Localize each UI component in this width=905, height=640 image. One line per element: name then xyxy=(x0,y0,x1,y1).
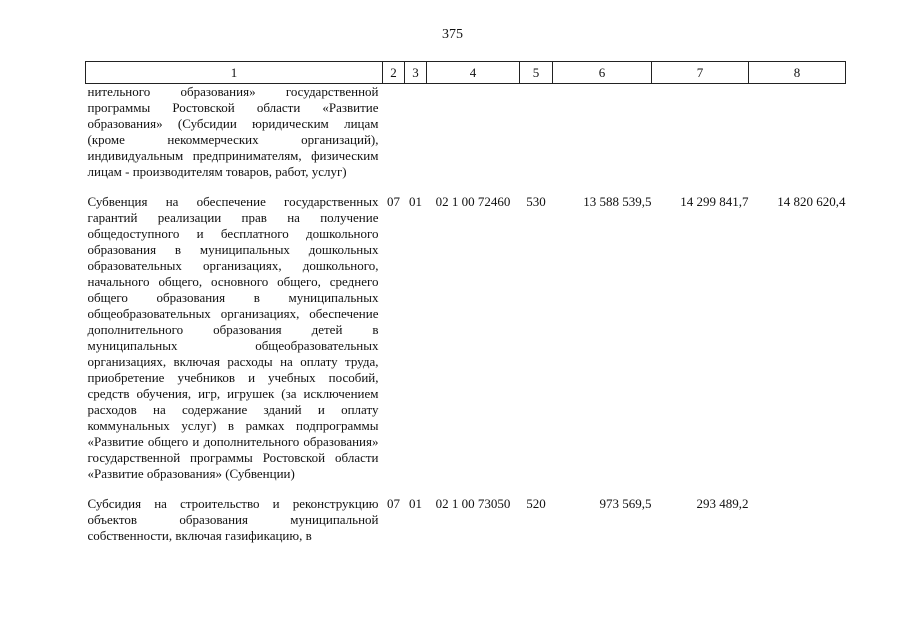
row-expense-type: 530 xyxy=(526,194,546,209)
row-amount-year-3 xyxy=(749,84,846,195)
row-amount-year-2 xyxy=(652,84,749,195)
row-expense-type: 520 xyxy=(526,496,546,511)
column-header-6: 6 xyxy=(553,62,652,84)
budget-table xyxy=(85,61,846,544)
row-section-code: 07 xyxy=(387,496,400,511)
row-expense-type xyxy=(520,84,553,195)
row-subsection-code: 01 xyxy=(409,194,422,209)
row-amount-year-3 xyxy=(749,496,846,544)
row-target-article xyxy=(427,84,520,195)
column-header-8: 8 xyxy=(749,62,846,84)
row-description: Субсидия на строительство и реконструкцию объектов образования муниципальной собственности, включая газификацию, в xyxy=(87,496,379,543)
row-target-article: 02 1 00 73050 xyxy=(435,496,511,511)
table-row xyxy=(86,496,846,544)
column-header-3: 3 xyxy=(405,62,427,84)
row-amount-year-1: 13 588 539,5 xyxy=(583,194,652,209)
column-header-4: 4 xyxy=(427,62,520,84)
row-description: нительного образования» государственной программы Ростовской области «Развитие образования» (Субсидии юридическим лицам (кроме некоммерческих организаций), индивидуальным предпринимателям, физическим лицам - производителям товаров, работ, услуг) xyxy=(87,84,379,179)
table-row xyxy=(86,84,846,195)
header-row xyxy=(86,62,846,84)
row-amount-year-3: 14 820 620,4 xyxy=(777,194,846,209)
row-target-article: 02 1 00 72460 xyxy=(435,194,511,209)
row-section-code xyxy=(383,84,405,195)
row-amount-year-2: 14 299 841,7 xyxy=(680,194,749,209)
column-header-2: 2 xyxy=(383,62,405,84)
table-row xyxy=(86,194,846,496)
row-subsection-code: 01 xyxy=(409,496,422,511)
row-description: Субвенция на обеспечение государственных гарантий реализации прав на получение общедоступного и бесплатного дошкольного образования в муниципальных дошкольных образовательных организациях, дошкольного, начального общего, основного общего, среднего общего образования в муниципальных общеобразовательных организациях, обеспечение дополнительного образования детей в муниципальных общеобразовательных организациях, включая расходы на оплату труда, приобретение учебников и учебных пособий, средств обучения, игр, игрушек (за исключением расходов на содержание зданий и оплату коммунальных услуг) в рамках подпрограммы «Развитие общего и дополнительного образования» государственной программы Ростовской области «Развитие образования» (Субвенции) xyxy=(87,194,379,481)
column-header-1: 1 xyxy=(86,62,383,84)
row-section-code: 07 xyxy=(387,194,400,209)
column-header-5: 5 xyxy=(520,62,553,84)
row-amount-year-2: 293 489,2 xyxy=(696,496,749,511)
column-header-7: 7 xyxy=(652,62,749,84)
page-number: 375 xyxy=(442,27,463,42)
row-amount-year-1 xyxy=(553,84,652,195)
row-amount-year-1: 973 569,5 xyxy=(599,496,652,511)
row-subsection-code xyxy=(405,84,427,195)
